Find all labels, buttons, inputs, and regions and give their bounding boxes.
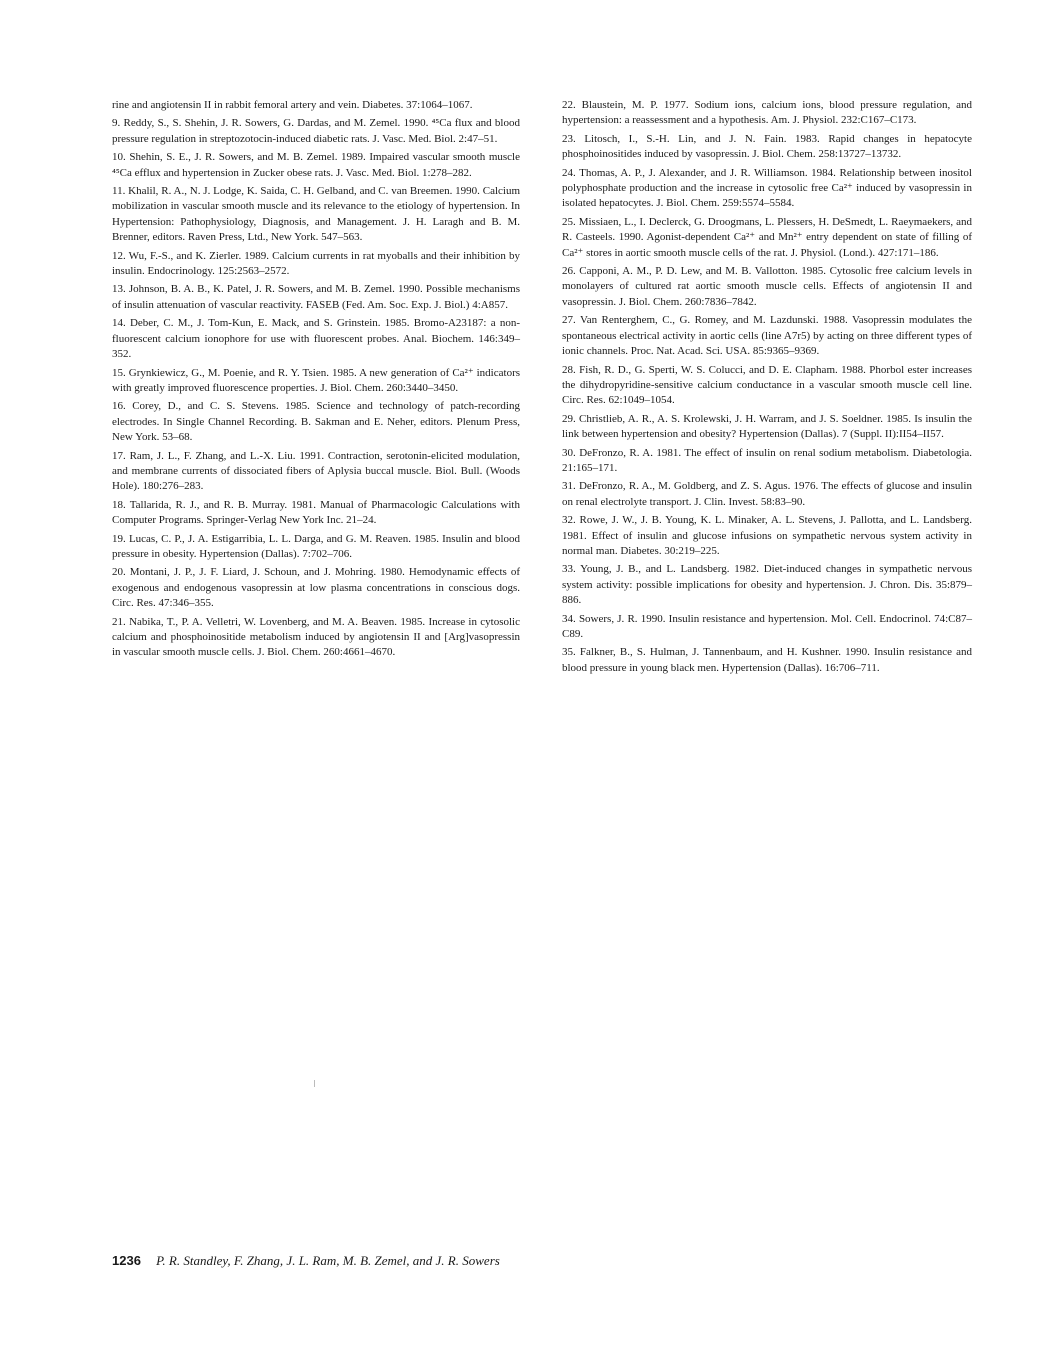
reference-number: 14. bbox=[112, 317, 126, 330]
reference-number: 15. bbox=[112, 366, 126, 379]
footer-authors: P. R. Standley, F. Zhang, J. L. Ram, M. B. Zemel, and J. R. Sowers bbox=[156, 1253, 500, 1268]
reference-number: 12. bbox=[112, 249, 126, 262]
reference-text: Montani, J. P., J. F. Liard, J. Schoun, and J. Mohring. 1980. Hemodynamic effects of exogenous and endogenous vasopressin at low plasma concentrations in conscious dogs. Circ. Res. 47:346–355. bbox=[112, 566, 520, 610]
references-right-column bbox=[562, 98, 972, 679]
reference-entry bbox=[562, 479, 972, 510]
reference-text: Corey, D., and C. S. Stevens. 1985. Science and technology of patch-recording electrodes. In Single Channel Recording. B. Sakman and E. Neher, editors. Plenum Press, New York. 53–68. bbox=[112, 400, 520, 444]
reference-entry bbox=[562, 513, 972, 559]
reference-number: 31. bbox=[562, 480, 576, 493]
reference-entry bbox=[112, 282, 520, 313]
reference-entry bbox=[112, 116, 520, 147]
reference-text: Thomas, A. P., J. Alexander, and J. R. Williamson. 1984. Relationship between inositol polyphosphate production and the increase in cytosolic free Ca²⁺ induced by vasopressin in isolated hepatocytes. J. Biol. Chem. 259:5574–5584. bbox=[562, 166, 972, 210]
reference-entry bbox=[562, 412, 972, 443]
reference-number: 11. bbox=[112, 185, 126, 198]
reference-text: Deber, C. M., J. Tom-Kun, E. Mack, and S. Grinstein. 1985. Bromo-A23187: a non-fluorescent calcium ionophore for use with fluorescent probes. Anal. Biochem. 146:349–352. bbox=[112, 317, 520, 361]
reference-text: Missiaen, L., I. Declerck, G. Droogmans, L. Plessers, H. DeSmedt, L. Raeymaekers, and R. Casteels. 1990. Agonist-dependent Ca²⁺ and Mn²⁺ entry dependent on state of filling of Ca²⁺ stores in aortic smooth muscle cells of the rat. J. Physiol. (Lond.). 427:171–186. bbox=[562, 215, 972, 259]
reference-number: 32. bbox=[562, 514, 576, 527]
reference-text: Wu, F.-S., and K. Zierler. 1989. Calcium currents in rat myoballs and their inhibition by insulin. Endocrinology. 125:2563–2572. bbox=[112, 249, 521, 278]
reference-text: Khalil, R. A., N. J. Lodge, K. Saida, C. H. Gelband, and C. van Breemen. 1990. Calcium mobilization in vascular smooth muscle and its relevance to the etiology of hypertension. In Hypertension: Pathophysiology, Diagnosis, and Management. J. H. Laragh and B. M. Brenner, editors. Raven Press, Ltd., New York. 547–563. bbox=[112, 185, 521, 244]
reference-number: 9. bbox=[112, 117, 121, 130]
reference-number: 26. bbox=[562, 265, 576, 278]
reference-number: 25. bbox=[562, 215, 576, 228]
reference-entry bbox=[112, 532, 520, 563]
reference-text: Nabika, T., P. A. Velletri, W. Lovenberg, and M. A. Beaven. 1985. Increase in cytosolic calcium and phosphoinositide metabolism induced by angiotensin II and [Arg]vasopressin in vascular smooth muscle cells. J. Biol. Chem. 260:4661–4670. bbox=[112, 615, 520, 659]
reference-text: Van Renterghem, C., G. Romey, and M. Lazdunski. 1988. Vasopressin modulates the spontaneous electrical activity in aortic cells (line A7r5) by acting on three different types of ionic channels. Proc. Nat. Acad. Sci. USA. 85:9365–9369. bbox=[562, 314, 972, 358]
reference-text: Ram, J. L., F. Zhang, and L.-X. Liu. 1991. Contraction, serotonin-elicited modulation, and membrane currents of dissociated fibers of Aplysia buccal muscle. Biol. Bull. (Woods Hole). 180:276–283. bbox=[112, 449, 520, 493]
reference-number: 30. bbox=[562, 446, 576, 459]
page-number: 1236 bbox=[112, 1253, 141, 1268]
reference-number: 27. bbox=[562, 314, 576, 327]
reference-entry bbox=[562, 562, 972, 608]
reference-entry bbox=[562, 313, 972, 359]
reference-entry bbox=[112, 498, 520, 529]
reference-entry bbox=[112, 565, 520, 611]
reference-entry bbox=[112, 316, 520, 362]
reference-entry bbox=[112, 184, 520, 246]
reference-entry bbox=[562, 166, 972, 212]
reference-text: Shehin, S. E., J. R. Sowers, and M. B. Zemel. 1989. Impaired vascular smooth muscle ⁴⁵Ca efflux and hypertension in Zucker obese rats. J. Vasc. Med. Biol. 1:278–282. bbox=[112, 151, 520, 179]
reference-number: 17. bbox=[112, 449, 126, 462]
reference-entry bbox=[112, 98, 520, 113]
reference-entry bbox=[562, 215, 972, 261]
reference-text: Fish, R. D., G. Sperti, W. S. Colucci, and D. E. Clapham. 1988. Phorbol ester increases the dihydropyridine-sensitive calcium conductance in a vascular smooth muscle cell line. Circ. Res. 62:1049–1054. bbox=[562, 363, 972, 407]
reference-text: Grynkiewicz, G., M. Poenie, and R. Y. Tsien. 1985. A new generation of Ca²⁺ indicators with greatly improved fluorescence properties. J. Biol. Chem. 260:3440–3450. bbox=[112, 366, 521, 394]
reference-text: Falkner, B., S. Hulman, J. Tannenbaum, and H. Kushner. 1990. Insulin resistance and blood pressure in young black men. Hypertension (Dallas). 16:706–711. bbox=[562, 646, 973, 674]
references-left-column bbox=[112, 98, 520, 664]
reference-text: Christlieb, A. R., A. S. Krolewski, J. H. Warram, and J. S. Soeldner. 1985. Is insulin the link between hypertension and obesity? Hypertension (Dallas). 7 (Suppl. II):II54–II57. bbox=[562, 412, 973, 441]
reference-number: 23. bbox=[562, 132, 576, 145]
reference-number: 21. bbox=[112, 615, 126, 628]
reference-text: Johnson, B. A. B., K. Patel, J. R. Sowers, and M. B. Zemel. 1990. Possible mechanisms of insulin attenuation of vascular reactivity. FASEB (Fed. Am. Soc. Exp. J. Biol.) 4:A857. bbox=[112, 283, 521, 311]
reference-text: Rowe, J. W., J. B. Young, K. L. Minaker, A. L. Stevens, J. Pallotta, and L. Landsberg. 1981. Effect of insulin and glucose infusions on sympathetic nervous system activity in normal man. Diabetes. 30:219–225. bbox=[562, 514, 973, 557]
reference-entry bbox=[112, 249, 520, 280]
reference-text: Litosch, I., S.-H. Lin, and J. N. Fain. 1983. Rapid changes in hepatocyte phosphoinositides induced by vasopressin. J. Biol. Chem. 258:13727–13732. bbox=[562, 132, 972, 161]
reference-number: 34. bbox=[562, 612, 576, 625]
reference-number: 19. bbox=[112, 532, 126, 545]
reference-number: 29. bbox=[562, 412, 576, 425]
reference-text: Reddy, S., S. Shehin, J. R. Sowers, G. Dardas, and M. Zemel. 1990. ⁴⁵Ca flux and blood pressure regulation in streptozotocin-induced diabetic rats. J. Vasc. Med. Biol. 2:47–51. bbox=[112, 117, 520, 145]
reference-number: 16. bbox=[112, 400, 126, 413]
reference-number: 18. bbox=[112, 498, 126, 511]
reference-entry bbox=[112, 366, 520, 397]
page-footer bbox=[112, 1253, 500, 1269]
reference-entry bbox=[562, 612, 972, 643]
scan-mark bbox=[314, 1080, 315, 1087]
reference-entry bbox=[562, 446, 972, 477]
reference-text: Tallarida, R. J., and R. B. Murray. 1981. Manual of Pharmacologic Calculations with Computer Programs. Springer-Verlag New York Inc. 21–24. bbox=[112, 498, 520, 527]
reference-text: Lucas, C. P., J. A. Estigarribia, L. L. Darga, and G. M. Reaven. 1985. Insulin and blood pressure in obesity. Hypertension (Dallas). 7:702–706. bbox=[112, 532, 520, 560]
reference-text: DeFronzo, R. A., M. Goldberg, and Z. S. Agus. 1976. The effects of glucose and insulin on renal electrolyte transport. J. Clin. Invest. 58:83–90. bbox=[562, 480, 972, 508]
reference-text: DeFronzo, R. A. 1981. The effect of insulin on renal sodium metabolism. Diabetologia. 21:165–171. bbox=[562, 446, 973, 474]
reference-text: rine and angiotensin II in rabbit femoral artery and vein. Diabetes. 37:1064–1067. bbox=[112, 99, 473, 111]
reference-entry bbox=[562, 132, 972, 163]
reference-number: 20. bbox=[112, 566, 126, 579]
reference-entry bbox=[562, 645, 972, 676]
reference-entry bbox=[112, 615, 520, 661]
reference-number: 10. bbox=[112, 151, 126, 164]
reference-number: 28. bbox=[562, 363, 576, 376]
reference-entry bbox=[562, 363, 972, 409]
reference-text: Young, J. B., and L. Landsberg. 1982. Diet-induced changes in sympathetic nervous system activity: possible implications for obesity and hypertension. J. Chron. Dis. 35:879–886. bbox=[562, 563, 972, 607]
reference-number: 22. bbox=[562, 99, 576, 111]
reference-entry bbox=[112, 150, 520, 181]
reference-entry bbox=[112, 399, 520, 445]
reference-number: 24. bbox=[562, 166, 576, 179]
reference-entry bbox=[112, 449, 520, 495]
reference-number: 33. bbox=[562, 563, 576, 576]
reference-number: 13. bbox=[112, 283, 126, 296]
reference-text: Capponi, A. M., P. D. Lew, and M. B. Vallotton. 1985. Cytosolic free calcium levels in monolayers of cultured rat aortic smooth muscle cells. Effects of angiotensin II and vasopressin. J. Biol. Chem. 260:7836–7842. bbox=[562, 265, 972, 308]
reference-number: 35. bbox=[562, 646, 576, 659]
reference-text: Sowers, J. R. 1990. Insulin resistance and hypertension. Mol. Cell. Endocrinol. 74:C87–C89. bbox=[562, 612, 972, 640]
reference-entry bbox=[562, 98, 972, 129]
reference-text: Blaustein, M. P. 1977. Sodium ions, calcium ions, blood pressure regulation, and hypertension: a reassessment and a hypothesis. Am. J. Physiol. 232:C167–C173. bbox=[562, 99, 972, 127]
reference-entry bbox=[562, 264, 972, 310]
